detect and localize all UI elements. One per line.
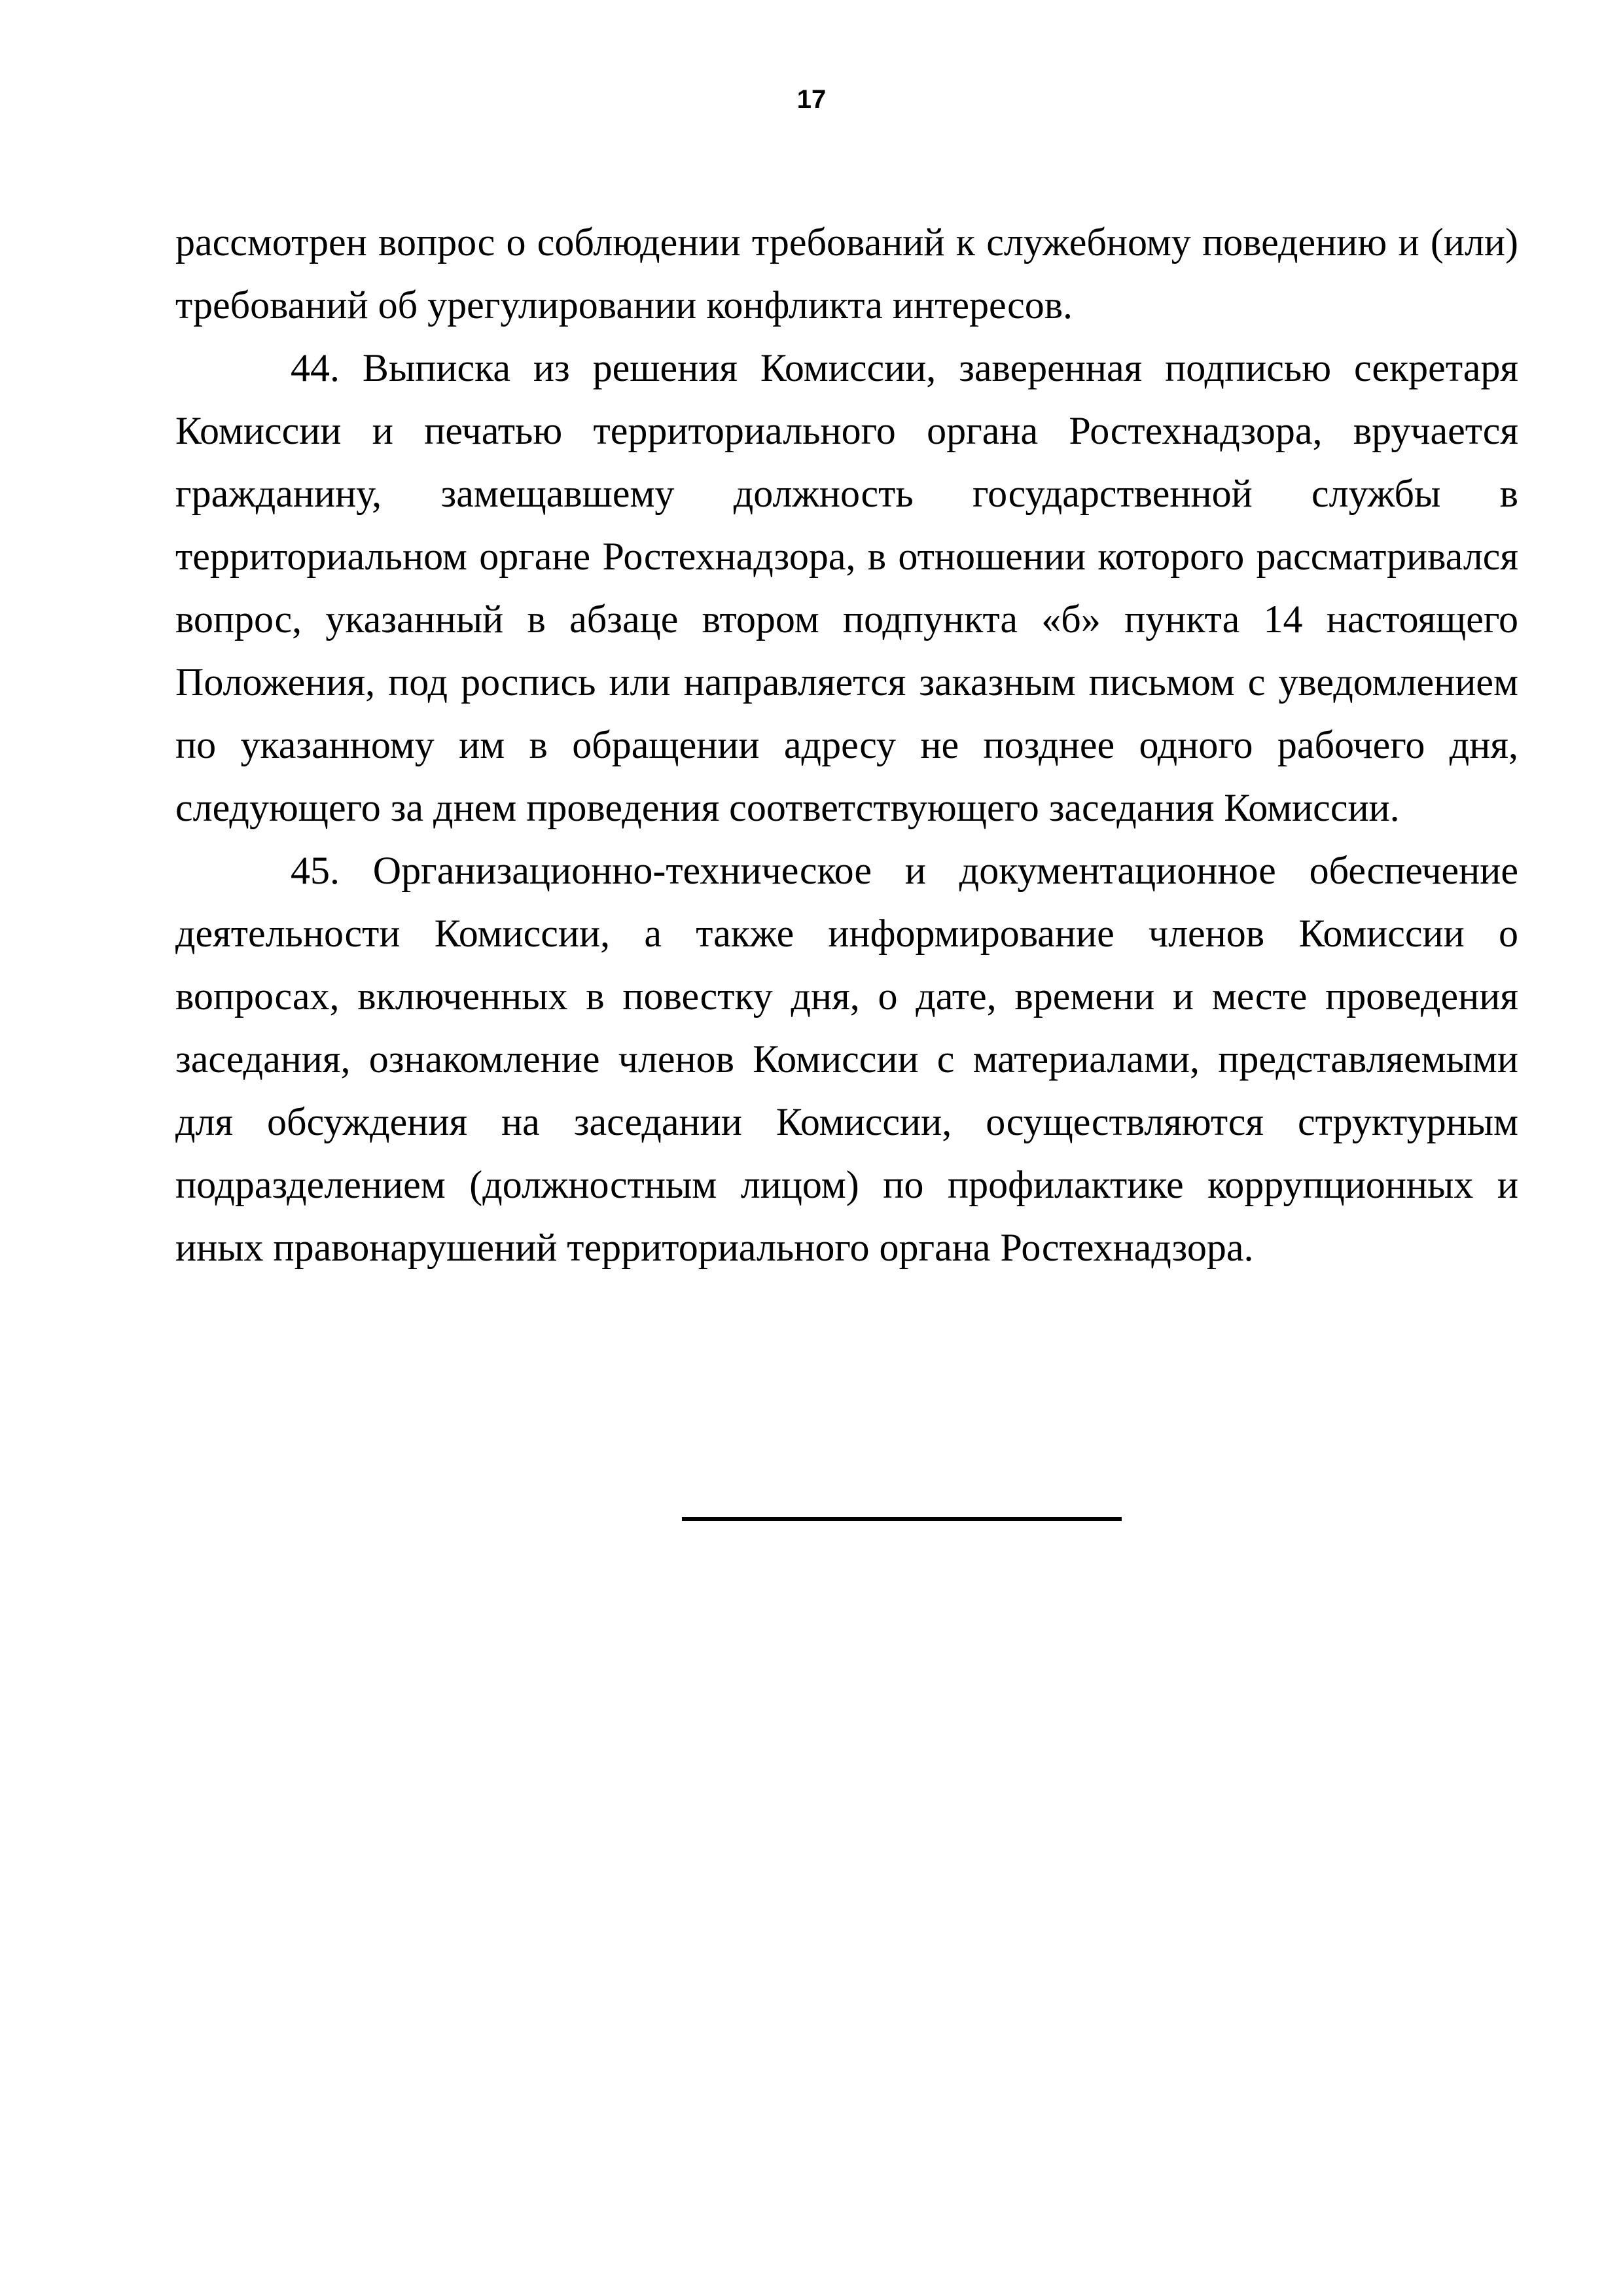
paragraph-item-45: 45. Организационно-техническое и документационное обеспечение деятельности Комиссии, а также информирование членов Комиссии о вопросах, включенных в повестку дня, о дате, времени и месте проведения заседания, ознакомление членов Комиссии с материалами, представляемыми для обсуждения на заседании Комиссии, осуществляются структурным подразделением (должностным лицом) по профилактике коррупционных и иных правонарушений территориального органа Ростехнадзора.: [175, 849, 1518, 1269]
page-number: 17: [796, 85, 827, 114]
paragraph-continuation: рассмотрен вопрос о соблюдении требований к служебному поведению и (или) требований об урегулировании конфликта интересов.: [175, 221, 1518, 327]
paragraph-item-44: 44. Выписка из решения Комиссии, заверенная подписью секретаря Комиссии и печатью территориального органа Ростехнадзора, вручается гражданину, замещавшему должность государственной службы в территориальном органе Ростехнадзора, в отношении которого рассматривался вопрос, указанный в абзаце втором подпункта «б» пункта 14 настоящего Положения, под роспись или направляется заказным письмом с уведомлением по указанному им в обращении адресу не позднее одного рабочего дня, следующего за днем проведения соответствующего заседания Комиссии.: [175, 346, 1518, 829]
closing-rule: [682, 1517, 1122, 1521]
document-body: [175, 211, 1518, 1279]
